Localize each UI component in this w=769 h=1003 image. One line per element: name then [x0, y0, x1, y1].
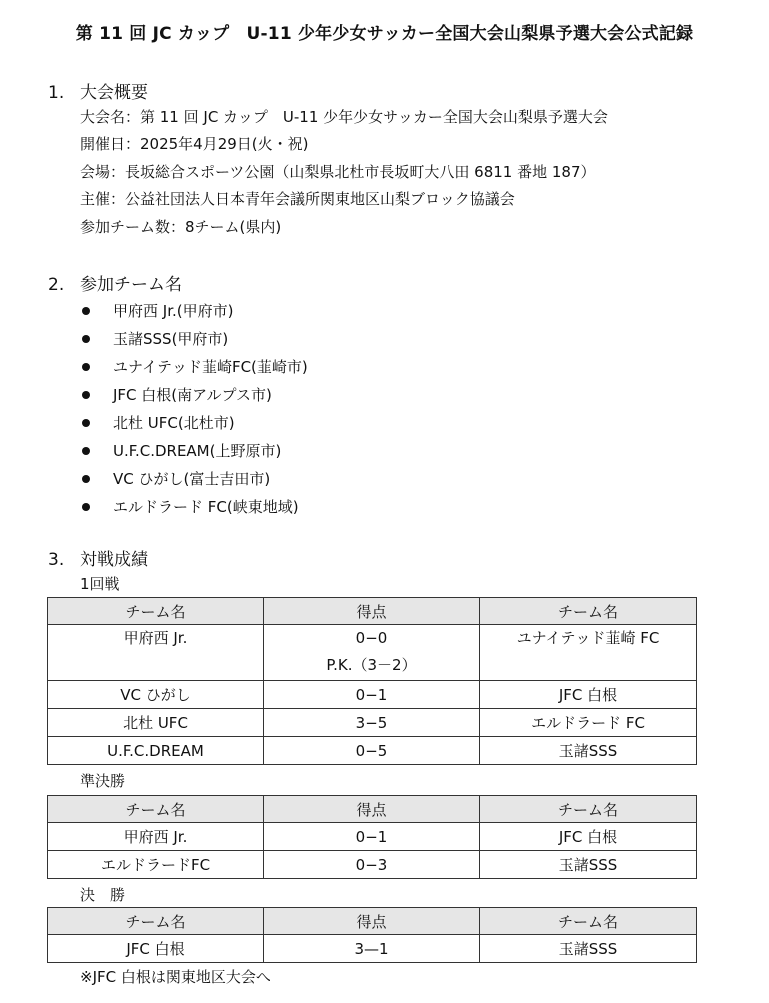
- list-item: [80, 437, 308, 465]
- table-row: [48, 823, 697, 851]
- list-item: [80, 297, 308, 325]
- final-table: [47, 907, 697, 963]
- team-name: JFC 白根(南アルプス市): [113, 386, 272, 404]
- away-team: ユナイテッド韮崎 FC: [516, 629, 660, 647]
- table-row: [48, 737, 697, 765]
- column-header-score: 得点: [264, 908, 480, 935]
- semifinal-table: [47, 795, 697, 879]
- bullet-icon: [82, 391, 90, 399]
- page-title: 第 11 回 JC カップ U-11 少年少女サッカー全国大会山梨県予選大会公式記録: [75, 24, 694, 44]
- home-team-cell: [48, 625, 264, 681]
- list-item: [80, 465, 308, 493]
- table-row: [48, 681, 697, 709]
- away-team-cell: JFC 白根: [480, 823, 697, 851]
- team-name: U.F.C.DREAM(上野原市): [113, 442, 282, 460]
- list-item: [80, 381, 308, 409]
- home-team-cell: エルドラードFC: [48, 851, 264, 879]
- team-name: エルドラード FC(峡東地域): [113, 498, 299, 516]
- info-organizer: 主催：公益社団法人日本青年会議所関東地区山梨ブロック協議会: [80, 190, 515, 208]
- section-number: 3.: [48, 550, 65, 570]
- team-name: ユナイテッド韮崎FC(韮崎市): [113, 358, 308, 376]
- away-team-cell: JFC 白根: [480, 681, 697, 709]
- bullet-icon: [82, 419, 90, 427]
- home-team-cell: JFC 白根: [48, 935, 264, 963]
- info-venue: 会場：長坂総合スポーツ公園（山梨県北杜市長坂町大八田 6811 番地 187）: [80, 163, 596, 181]
- bullet-icon: [82, 503, 90, 511]
- table-row: [48, 625, 697, 681]
- away-team-cell: 玉諸SSS: [480, 935, 697, 963]
- semifinal-label: 準決勝: [80, 772, 126, 790]
- team-name: VC ひがし(富士吉田市): [113, 470, 271, 488]
- footnote: ※JFC 白根は関東地区大会へ: [80, 968, 271, 986]
- table-row: [48, 709, 697, 737]
- column-header-team: チーム名: [480, 598, 697, 625]
- list-item: [80, 353, 308, 381]
- score-cell: 3−5: [264, 709, 480, 737]
- score-cell: 0−1: [264, 681, 480, 709]
- bullet-icon: [82, 447, 90, 455]
- team-list: [80, 297, 308, 521]
- score-cell: 0−3: [264, 851, 480, 879]
- info-team-count: 参加チーム数：8チーム(県内): [80, 218, 282, 236]
- column-header-team: チーム名: [48, 796, 264, 823]
- team-name: 甲府西 Jr.(甲府市): [113, 302, 234, 320]
- bullet-icon: [82, 307, 90, 315]
- bullet-icon: [82, 475, 90, 483]
- home-team-cell: 甲府西 Jr.: [48, 823, 264, 851]
- list-item: [80, 409, 308, 437]
- info-date: 開催日：2025年4月29日(火・祝): [80, 135, 309, 153]
- table-header-row: [48, 908, 697, 935]
- final-label: 決 勝: [80, 886, 126, 904]
- column-header-score: 得点: [264, 796, 480, 823]
- section-results-heading: [48, 545, 148, 570]
- score-cell: 0−5: [264, 737, 480, 765]
- table-row: [48, 851, 697, 879]
- table-row: [48, 935, 697, 963]
- home-team-cell: VC ひがし: [48, 681, 264, 709]
- team-name: 北杜 UFC(北杜市): [113, 414, 235, 432]
- pk-score: P.K.（3－2）: [326, 656, 417, 674]
- home-team-cell: U.F.C.DREAM: [48, 737, 264, 765]
- info-tournament-name: 大会名：第 11 回 JC カップ U-11 少年少女サッカー全国大会山梨県予選大会: [80, 108, 608, 126]
- away-team-cell: [480, 625, 697, 681]
- column-header-team: チーム名: [480, 908, 697, 935]
- column-header-team: チーム名: [480, 796, 697, 823]
- home-team: 甲府西 Jr.: [123, 629, 188, 647]
- column-header-team: チーム名: [48, 908, 264, 935]
- list-item: [80, 325, 308, 353]
- score-cell: 0−1: [264, 823, 480, 851]
- section-number: 1.: [48, 83, 65, 103]
- section-title: 対戦成績: [80, 550, 148, 570]
- score-cell: 3—1: [264, 935, 480, 963]
- bullet-icon: [82, 335, 90, 343]
- column-header-team: チーム名: [48, 598, 264, 625]
- section-number: 2.: [48, 275, 65, 295]
- table-header-row: [48, 796, 697, 823]
- section-title: 参加チーム名: [80, 275, 182, 295]
- team-name: 玉諸SSS(甲府市): [113, 330, 229, 348]
- away-team-cell: エルドラード FC: [480, 709, 697, 737]
- section-teams-heading: [48, 270, 182, 295]
- round1-table: [47, 597, 697, 765]
- score-cell: [264, 625, 480, 681]
- away-team-cell: 玉諸SSS: [480, 851, 697, 879]
- section-title: 大会概要: [80, 83, 148, 103]
- score: 0−0: [355, 629, 388, 647]
- column-header-score: 得点: [264, 598, 480, 625]
- list-item: [80, 493, 308, 521]
- section-overview-heading: [48, 78, 148, 103]
- round1-label: 1回戦: [80, 575, 120, 593]
- table-header-row: [48, 598, 697, 625]
- away-team-cell: 玉諸SSS: [480, 737, 697, 765]
- home-team-cell: 北杜 UFC: [48, 709, 264, 737]
- bullet-icon: [82, 363, 90, 371]
